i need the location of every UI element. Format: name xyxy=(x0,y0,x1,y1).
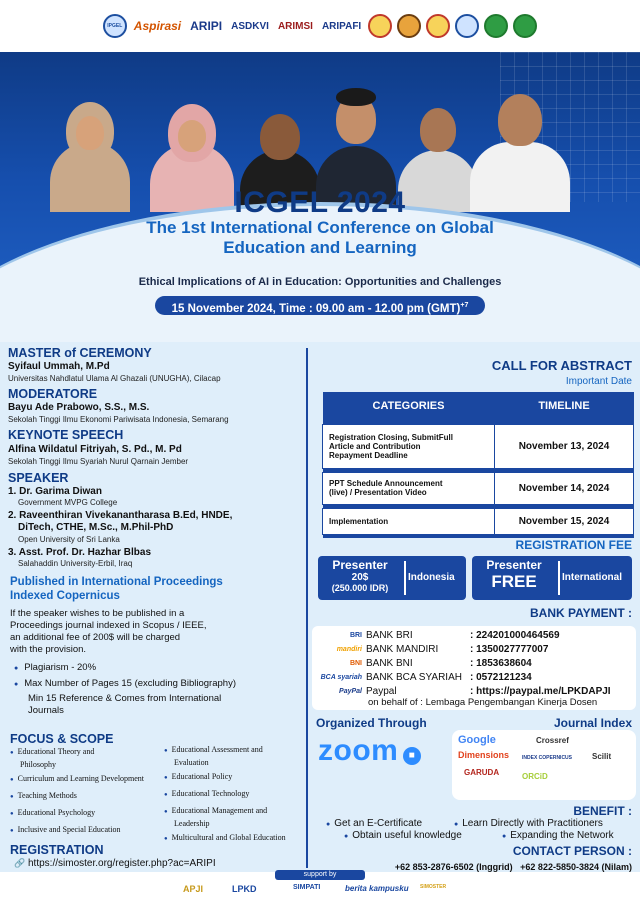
publication-text-3: an additional fee of 200$ will be charged xyxy=(10,632,181,643)
event-title: ICGEL 2024 xyxy=(234,186,406,219)
publication-text-2: Proceedings journal indexed in Scopus / IEEE, xyxy=(10,620,207,631)
simoster-logo: SIMOSTER xyxy=(420,884,447,890)
keynote-heading: KEYNOTE SPEECH xyxy=(8,428,124,442)
moderator-affiliation: Sekolah Tinggi Ilmu Ekonomi Pariwisata Indonesia, Semarang xyxy=(8,415,229,424)
bank-payment-heading: BANK PAYMENT : xyxy=(529,606,632,620)
apji-logo: APJI xyxy=(183,884,204,894)
bni-logo: BNI xyxy=(349,660,362,667)
fee-card-international xyxy=(472,556,632,600)
bank-name: BANK BRI xyxy=(366,630,413,641)
event-date-text: 15 November 2024, Time : 09.00 am - 12.00 pm (GMT) xyxy=(171,302,461,315)
registration-fee-heading: REGISTRATION FEE xyxy=(515,538,632,552)
scope-item: ● Multicultural and Global Education xyxy=(164,830,304,847)
zoom-logo xyxy=(318,734,421,768)
bank-row-mandiri xyxy=(316,643,634,656)
partner-logo-strip xyxy=(0,0,640,52)
row-1-category-line1: Registration Closing, SubmitFull xyxy=(329,432,453,442)
publication-reference-line2: Journals xyxy=(28,705,64,716)
fee-card-international-price xyxy=(472,556,556,600)
support-by-label: support by xyxy=(275,870,365,880)
video-camera-icon: ■ xyxy=(403,747,421,765)
paypal-logo: PayPal xyxy=(339,688,362,695)
scope-item-continued: Leadership xyxy=(174,819,210,828)
fee-price-usd: 20$ xyxy=(351,572,369,583)
bank-account: : 0572121234 xyxy=(470,672,532,683)
mc-heading: MASTER of CEREMONY xyxy=(8,346,152,360)
simpati-logo: SIMPATI xyxy=(293,884,321,891)
publication-heading-line2: Indexed Copernicus xyxy=(10,590,120,602)
bank-account: : 224201000464569 xyxy=(470,630,560,641)
row-1-date: November 13, 2024 xyxy=(495,424,634,468)
bank-row-bni xyxy=(316,657,634,670)
scilit-logo: Scilit xyxy=(592,752,612,761)
scope-item: ● Teaching Methods xyxy=(10,788,160,805)
zoom-wordmark: zoom xyxy=(318,734,399,767)
speaker-2-name-line2: DiTech, CTHE, M.Sc., M.Phil-PhD xyxy=(18,522,174,533)
bank-row-bca-syariah xyxy=(316,671,634,684)
row-3-category: Implementation xyxy=(323,508,495,534)
ipgel-logo-text: IPGEL xyxy=(107,23,123,29)
aripi-logo: ARIPI xyxy=(190,19,223,33)
speaker-1-affiliation: Government MVPG College xyxy=(18,498,118,507)
contact-phone-numbers[interactable]: +62 853-2876-6502 (Inggrid) +62 822-5850-3824 (Nilam) xyxy=(394,862,632,872)
fee-card-divider xyxy=(558,561,560,595)
arimsi-logo: ARIMSI xyxy=(277,20,313,32)
journal-index-heading: Journal Index xyxy=(553,716,632,730)
bank-account: : 1853638604 xyxy=(470,658,532,669)
bank-name: BANK BCA SYARIAH xyxy=(366,672,462,683)
mc-affiliation: Universitas Nahdlatul Ulama Al Ghazali (UNUGHA), Cilacap xyxy=(8,374,221,383)
fee-type-indonesia: Indonesia xyxy=(408,572,455,583)
university-seal-4-icon xyxy=(455,14,479,38)
orcid-logo: ORCiD xyxy=(522,772,548,781)
column-divider xyxy=(306,348,308,868)
registration-link[interactable] xyxy=(14,858,216,869)
publication-text-1: If the speaker wishes to be published in a xyxy=(10,608,185,619)
berita-kampusku-logo: berita kampusku xyxy=(345,884,409,893)
scope-item: ● Educational Technology xyxy=(164,786,304,803)
row-2-category xyxy=(323,472,495,504)
mandiri-logo: mandiri xyxy=(336,646,362,653)
call-for-abstract-heading: CALL FOR ABSTRACT xyxy=(491,358,632,373)
copernicus-logo: INDEX COPERNICUS xyxy=(522,755,573,761)
row-2-date: November 14, 2024 xyxy=(495,472,634,504)
event-theme: Ethical Implications of AI in Education: Opportunities and Challenges xyxy=(138,276,502,288)
fee-presenter-label: Presenter xyxy=(486,558,542,572)
table-row xyxy=(323,424,634,468)
scope-column-1 xyxy=(10,744,160,839)
table-row xyxy=(323,508,634,534)
scope-column-2 xyxy=(164,742,304,847)
bank-name: Paypal xyxy=(366,686,397,697)
timeline-header: TIMELINE xyxy=(495,392,634,420)
organized-through-heading: Organized Through xyxy=(316,716,427,730)
aspirasi-logo: Aspirasi xyxy=(133,19,182,33)
event-date-timezone: +7 xyxy=(460,302,469,309)
benefit-heading: BENEFIT : xyxy=(573,804,632,818)
mc-name: Syifaul Ummah, M.Pd xyxy=(8,361,110,372)
event-subtitle xyxy=(90,218,550,258)
google-scholar-logo: Google xyxy=(458,734,496,746)
event-subtitle-line2: Education and Learning xyxy=(223,238,417,257)
scope-item-continued: Philosophy xyxy=(20,760,57,769)
scope-item: ● Educational Psychology xyxy=(10,805,160,822)
link-icon: 🔗 xyxy=(14,858,26,868)
publication-bullet-pages: ● Max Number of Pages 15 (excluding Bibliography) xyxy=(14,678,236,691)
speaker-3-affiliation: Salahaddin University-Erbil, Iraq xyxy=(18,559,133,568)
publication-heading-line1: Published in International Proceedings xyxy=(10,576,223,588)
registration-url: https://simoster.org/register.php?ac=ARIPI xyxy=(28,858,216,869)
right-column xyxy=(312,340,636,870)
lpkd-logo: LPKD xyxy=(232,884,257,894)
fee-card-divider xyxy=(404,561,406,595)
speaker-1-name: 1. Dr. Garima Diwan xyxy=(8,486,102,497)
speaker-2-affiliation: Open University of Sri Lanka xyxy=(18,535,120,544)
university-seal-6-icon xyxy=(513,14,537,38)
scope-item: ● Educational Management and xyxy=(164,803,304,820)
fee-price-free: FREE xyxy=(491,572,537,591)
row-1-category-line3: Repayment Deadline xyxy=(329,450,408,460)
university-seal-2-icon xyxy=(397,14,421,38)
crossref-logo: Crossref xyxy=(536,736,569,745)
bank-on-behalf: on behalf of : Lembaga Pengembangan Kinerja Dosen xyxy=(368,697,598,708)
speaker-heading: SPEAKER xyxy=(8,471,69,485)
row-1-category-line2: Article and Contribution xyxy=(329,441,421,451)
scope-item: ● Educational Theory and xyxy=(10,744,160,761)
university-seal-5-icon xyxy=(484,14,508,38)
table-row xyxy=(323,472,634,504)
row-2-category-line2: (live) / Presentation Video xyxy=(329,488,427,497)
scope-heading: FOCUS & SCOPE xyxy=(10,732,114,746)
scope-item-continued: Evaluation xyxy=(174,758,209,767)
publication-bullet-plagiarism: ● Plagiarism - 20% xyxy=(14,662,96,675)
fee-presenter-label: Presenter xyxy=(332,558,388,572)
table-header-row xyxy=(323,392,634,420)
aripafi-logo: ARIPAFI xyxy=(321,20,362,32)
scope-item: ● Educational Policy xyxy=(164,769,304,786)
event-subtitle-line1: The 1st International Conference on Global xyxy=(146,218,494,237)
bank-name: BANK BNI xyxy=(366,658,413,669)
asdkvi-logo: ASDKVI xyxy=(231,20,269,32)
fee-type-international: International xyxy=(562,572,623,583)
scope-item: ● Educational Assessment and xyxy=(164,742,304,759)
contact-person-heading: CONTACT PERSON : xyxy=(512,844,632,858)
categories-header: CATEGORIES xyxy=(323,392,495,420)
moderator-heading: MODERATORE xyxy=(8,387,98,401)
university-seal-3-icon xyxy=(426,14,450,38)
benefit-knowledge: ● Obtain useful knowledge xyxy=(344,830,462,843)
row-3-date: November 15, 2024 xyxy=(495,508,634,534)
scope-item: ● Curriculum and Learning Development xyxy=(10,771,160,788)
publication-text-4: with the provision. xyxy=(10,644,87,655)
moderator-name: Bayu Ade Prabowo, S.S., M.S. xyxy=(8,402,150,413)
university-seal-1-icon xyxy=(368,14,392,38)
benefit-practitioners: ● Learn Directly with Practitioners xyxy=(454,818,603,831)
left-column xyxy=(6,340,304,870)
journal-index-box xyxy=(452,730,636,800)
row-2-category-line1: PPT Schedule Announcement xyxy=(329,479,443,488)
bank-payment-box xyxy=(312,626,636,710)
event-date-pill xyxy=(155,296,485,315)
registration-heading: REGISTRATION xyxy=(10,843,104,857)
important-date-label: Important Date xyxy=(565,376,632,387)
garuda-logo: GARUDA xyxy=(464,768,500,777)
fee-price-idr: (250.000 IDR) xyxy=(331,583,389,593)
benefit-network: ● Expanding the Network xyxy=(502,830,614,843)
ipgel-logo xyxy=(103,14,127,38)
bri-logo: BRI xyxy=(349,632,362,639)
bank-name: BANK MANDIRI xyxy=(366,644,439,655)
bca-syariah-logo: BCA syariah xyxy=(320,674,362,681)
timeline-table xyxy=(322,392,634,538)
fee-card-indonesia-price xyxy=(318,556,402,600)
scope-item: ● Inclusive and Special Education xyxy=(10,822,160,839)
speaker-3-name: 3. Asst. Prof. Dr. Hazhar Blbas xyxy=(8,547,152,558)
dimensions-logo: Dimensions xyxy=(458,750,510,760)
bank-account: : 1350027777007 xyxy=(470,644,549,655)
row-1-category xyxy=(323,424,495,468)
keynote-name: Alfina Wildatul Fitriyah, S. Pd., M. Pd xyxy=(8,444,182,455)
bank-row-bri xyxy=(316,629,634,642)
keynote-affiliation: Sekolah Tinggi Ilmu Syariah Nurul Qarnain Jember xyxy=(8,457,189,466)
fee-card-indonesia xyxy=(318,556,466,600)
publication-reference-line1: Min 15 Reference & Comes from International xyxy=(28,693,222,704)
speaker-2-name-line1: 2. Raveenthiran Vivekanantharasa B.Ed, HNDE, xyxy=(8,510,233,521)
benefit-certificate: ● Get an E-Certificate xyxy=(326,818,422,831)
paypal-link[interactable]: : https://paypal.me/LPKDAPJI xyxy=(470,686,611,697)
